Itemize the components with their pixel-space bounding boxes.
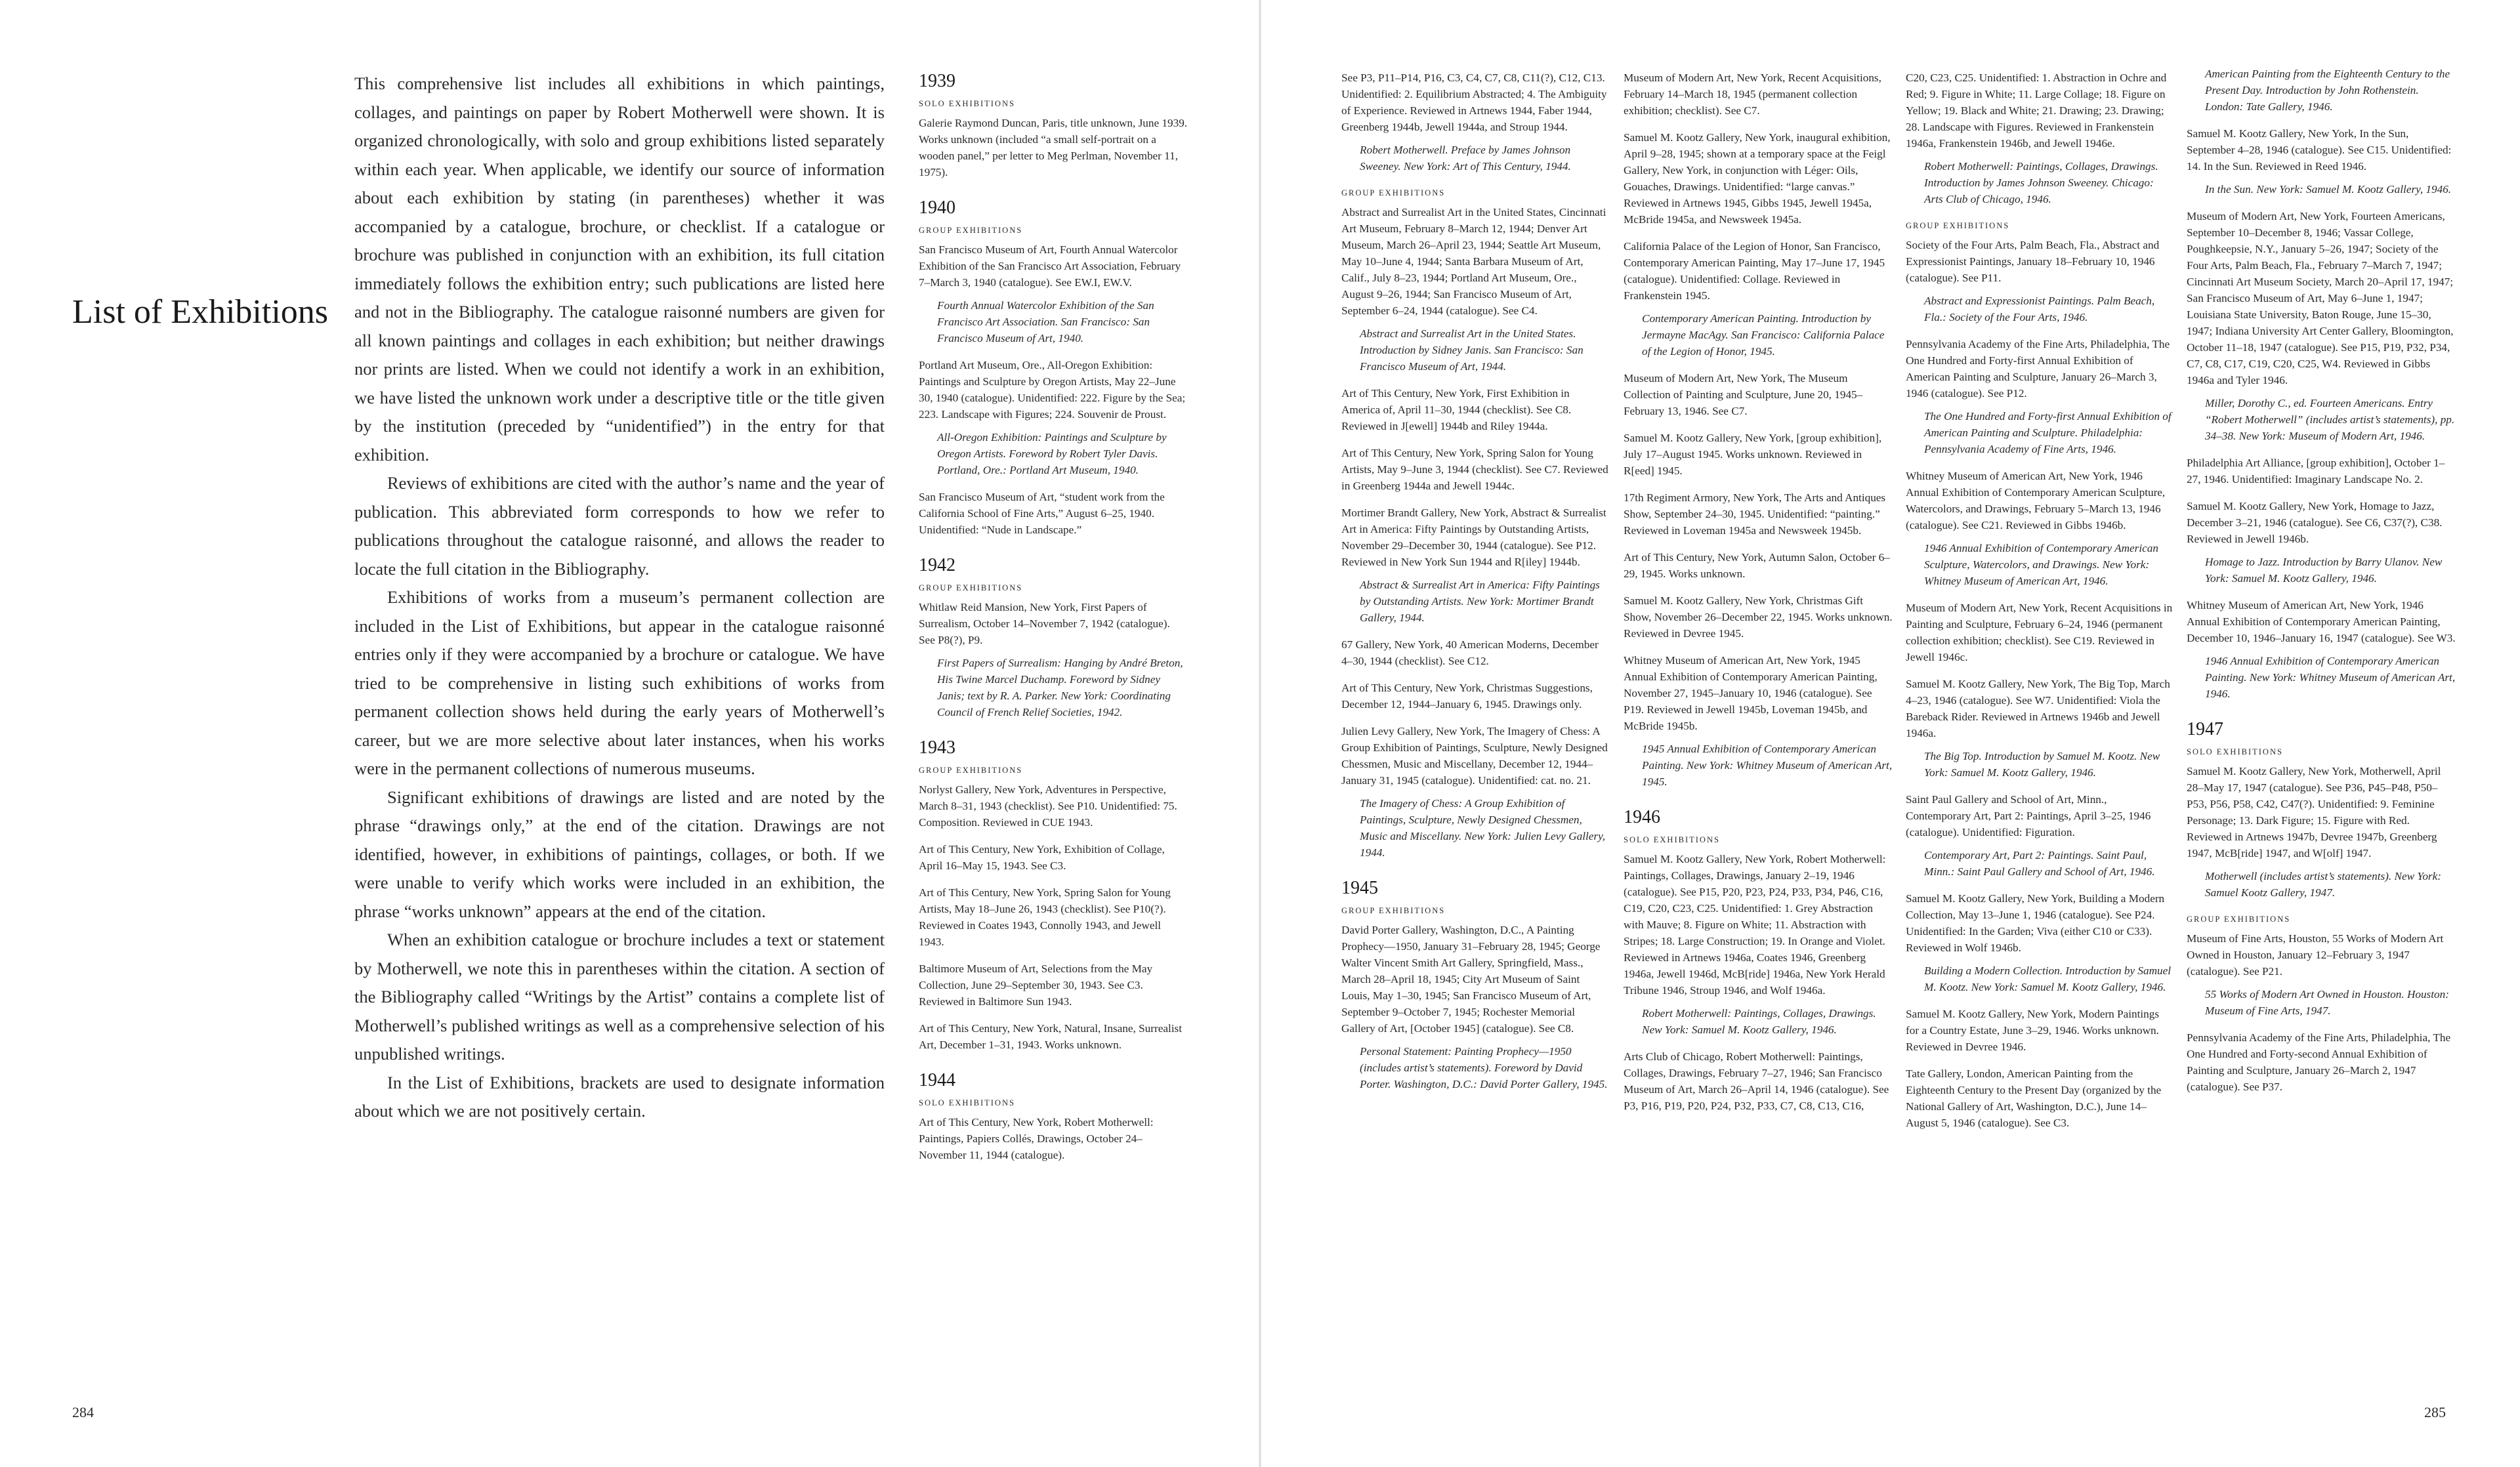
exhibition-entry: Pennsylvania Academy of the Fine Arts, Philadelphia, The One Hundred and Forty-first Annual Exhibition of American Painting and Sculpture, January 26–March 3, 1946 (catalogue). See P12.	[1906, 338, 2170, 400]
exhibition-entry: Whitney Museum of American Art, New York, 1946 Annual Exhibition of Contemporary American Painting, December 10, 1946–January 16, 1947 (catalogue). See W3.	[2187, 599, 2456, 644]
exhibition-column-5	[2187, 70, 2456, 1105]
year-heading: 1944	[919, 1070, 956, 1090]
intro-text	[354, 70, 885, 1126]
exhibition-entry: Julien Levy Gallery, New York, The Imagery of Chess: A Group Exhibition of Paintings, Sculpture, Newly Designed Chessmen, Music and Miscellany, December 12, 1944–January 31, 1945 (catalogue). Unidentified: cat. no. 21.	[1341, 725, 1608, 787]
publication-citation: Miller, Dorothy C., ed. Fourteen Americans. Entry “Robert Motherwell” (includes artist’s statements), pp. 34–38. New York: Museum of Modern Art, 1946.	[2205, 397, 2455, 442]
intro-paragraph: This comprehensive list includes all exhibitions in which paintings, collages, and paintings on paper by Robert Motherwell were shown. It is organized chronologically, with solo and group exhibitions listed separately within each year. When applicable, we identify our source of information about each exhibition by stating (in parentheses) whether it was accompanied by a catalogue, brochure, or checklist. If a catalogue or brochure was published in conjunction with an exhibition, its full citation immediately follows the exhibition entry; such publications are listed here and not in the Bibliography. The catalogue raisonné numbers are given for all known paintings and collages in each exhibition; but neither drawings nor prints are listed. When we could not identify a work in an exhibition, we have listed the unknown work under a descriptive title or the title given by the institution (preceded by “unidentified”) in the entry for that exhibition.	[354, 73, 885, 465]
page-number-right: 285	[2424, 1404, 2446, 1420]
exhibition-entry: Abstract and Surrealist Art in the United States, Cincinnati Art Museum, February 8–March 12, 1944; Denver Art Museum, March 26–April 23, 1944; Seattle Art Museum, May 10–June 4, 1944; Santa Barbara Museum of Art, Calif., July 8–23, 1944; Portland Art Museum, Ore., August 9–26, 1944; San Francisco Museum of Art, September 6–24, 1944 (catalogue). See C4.	[1341, 206, 1606, 317]
exhibition-column-2	[1341, 70, 1610, 1103]
publication-citation: Contemporary Art, Part 2: Paintings. Saint Paul, Minn.: Saint Paul Gallery and School of Art, 1946.	[1924, 849, 2155, 878]
publication-citation: Abstract & Surrealist Art in America: Fifty Paintings by Outstanding Artists. New York: Mortimer Brandt Gallery, 1944.	[1360, 579, 1600, 624]
exhibition-entry: Whitney Museum of American Art, New York, 1946 Annual Exhibition of Contemporary American Sculpture, Watercolors, and Drawings, February 5–March 13, 1946 (catalogue). See C21. Reviewed in Gibbs 1946b.	[1906, 470, 2166, 531]
publication-citation: First Papers of Surrealism: Hanging by André Breton, His Twine Marcel Duchamp. Foreword by Sidney Janis; text by R. A. Parker. New York: Coordinating Council of French Relief Societies, 1942.	[937, 657, 1183, 718]
exhibition-entry: Mortimer Brandt Gallery, New York, Abstract & Surrealist Art in America: Fifty Paintings by Outstanding Artists, November 29–December 30, 1944 (catalogue). See P12. Reviewed in New York Sun 1944 and R[iley] 1944b.	[1341, 506, 1606, 568]
exhibition-entry: California Palace of the Legion of Honor, San Francisco, Contemporary American Painting, May 17–June 17, 1945 (catalogue). Unidentified: Collage. Reviewed in Frankenstein 1945.	[1624, 240, 1885, 302]
exhibition-entry: Philadelphia Art Alliance, [group exhibition], October 1–27, 1946. Unidentified: Imaginary Landscape No. 2.	[2187, 457, 2445, 486]
publication-citation: In the Sun. New York: Samuel M. Kootz Gallery, 1946.	[2205, 183, 2452, 196]
publication-citation: Motherwell (includes artist’s statements). New York: Samuel Kootz Gallery, 1947.	[2205, 870, 2441, 899]
publication-citation: 55 Works of Modern Art Owned in Houston. Houston: Museum of Fine Arts, 1947.	[2205, 988, 2449, 1017]
intro-paragraph: In the List of Exhibitions, brackets are used to designate information about which we are not positively certain.	[354, 1072, 885, 1121]
year-heading: 1942	[919, 555, 956, 575]
publication-citation: Contemporary American Painting. Introduction by Jermayne MacAgy. San Francisco: California Palace of the Legion of Honor, 1945.	[1642, 312, 1885, 358]
intro-paragraph: Exhibitions of works from a museum’s permanent collection are included in the List of Exhibitions, but appear in the catalogue raisonné entries only if they were accompanied by a brochure or catalogue. We have tried to be comprehensive in listing such exhibitions of works from permanent collection shows held during the early years of Motherwell’s career, but we are more selective about later instances, when his works were in the permanent collections of numerous museums.	[354, 587, 885, 778]
publication-citation: Building a Modern Collection. Introduction by Samuel M. Kootz. New York: Samuel M. Kootz Gallery, 1946.	[1924, 964, 2172, 993]
exhibition-entry: Art of This Century, New York, Exhibition of Collage, April 16–May 15, 1943. See C3.	[919, 843, 1165, 872]
exhibition-entry: Art of This Century, New York, Natural, Insane, Surrealist Art, December 1–31, 1943. Works unknown.	[919, 1022, 1182, 1051]
exhibition-entry: Tate Gallery, London, American Painting from the Eighteenth Century to the Present Day (organized by the National Gallery of Art, Washington, D.C.), June 14–August 5, 1946 (catalogue). See C3.	[1906, 1067, 2162, 1129]
exhibition-entry: Samuel M. Kootz Gallery, New York, Christmas Gift Show, November 26–December 22, 1945. Works unknown. Reviewed in Devree 1945.	[1624, 594, 1893, 640]
category-heading: GROUP EXHIBITIONS	[1341, 906, 1446, 915]
intro-paragraph: When an exhibition catalogue or brochure includes a text or statement by Motherwell, we note this in parentheses within the citation. A section of the Bibliography called “Writings by the Artist” contains a complete list of Motherwell’s published writings as well as a comprehensive selection of his unpublished writings.	[354, 930, 885, 1064]
page-gutter	[1259, 0, 1261, 1467]
category-heading: SOLO EXHIBITIONS	[919, 99, 1015, 108]
publication-citation: The Imagery of Chess: A Group Exhibition of Paintings, Sculpture, Newly Designed Chessmen, Music and Miscellany. New York: Julien Levy Gallery, 1944.	[1360, 797, 1606, 859]
exhibition-entry: Samuel M. Kootz Gallery, New York, In the Sun, September 4–28, 1946 (catalogue). See C15. Unidentified: 14. In the Sun. Reviewed in Reed 1946.	[2187, 127, 2452, 173]
exhibition-entry: Art of This Century, New York, Autumn Salon, October 6–29, 1945. Works unknown.	[1624, 551, 1890, 580]
publication-citation: 1946 Annual Exhibition of Contemporary American Painting. New York: Whitney Museum of American Art, 1946.	[2205, 655, 2456, 700]
year-heading: 1943	[919, 737, 956, 758]
category-heading: GROUP EXHIBITIONS	[919, 226, 1023, 235]
exhibition-entry: See P3, P11–P14, P16, C3, C4, C7, C8, C11(?), C12, C13. Unidentified: 2. Equilibrium Abstracted; 4. The Ambiguity of Experience. Reviewed in Artnews 1944, Faber 1944, Greenberg 1944b, Jewell 1944a, and Stroup 1944.	[1341, 72, 1607, 133]
exhibition-entry: Samuel M. Kootz Gallery, New York, Robert Motherwell: Paintings, Collages, Drawings, January 2–19, 1946 (catalogue). See P15, P20, P23, P24, P33, P34, P46, C16, C19, C20, C23, C25. Unidentified: 1. Grey Abstraction with Mauve; 8. Figure on White; 11. Abstraction with Stripes; 18. Large Construction; 19. In Orange and Violet. Reviewed in Artnews 1946a, Coates 1946, Greenberg 1946a, Jewell 1946d, McB[ride] 1946a, New York Herald Tribune 1946, Stroup 1946, and Wolf 1946a.	[1624, 853, 1886, 997]
exhibition-entry: Samuel M. Kootz Gallery, New York, Motherwell, April 28–May 17, 1947 (catalogue). See P36, P45–P48, P50–P53, P56, P58, C42, C47(?). Unidentified: 9. Feminine Personage; 13. Dark Figure; 15. Figure with Red. Reviewed in Artnews 1947b, Devree 1947b, Greenberg 1947, McB[ride] 1947, and W[olf] 1947.	[2187, 765, 2441, 859]
category-heading: GROUP EXHIBITIONS	[919, 766, 1023, 775]
category-heading: GROUP EXHIBITIONS	[1906, 221, 2010, 230]
exhibition-entry: Pennsylvania Academy of the Fine Arts, Philadelphia, The One Hundred and Forty-second Annual Exhibition of Painting and Sculpture, January 26–March 2, 1947 (catalogue). See P37.	[2187, 1031, 2451, 1093]
year-heading: 1940	[919, 197, 956, 218]
exhibition-entry: San Francisco Museum of Art, Fourth Annual Watercolor Exhibition of the San Francisco Art Association, February 7–March 3, 1940 (catalogue). See EW.I, EW.V.	[919, 243, 1181, 289]
exhibition-entry: Baltimore Museum of Art, Selections from the May Collection, June 29–September 30, 1943. See C3. Reviewed in Baltimore Sun 1943.	[919, 962, 1153, 1008]
exhibition-entry: Art of This Century, New York, Spring Salon for Young Artists, May 18–June 26, 1943 (checklist). See P10(?). Reviewed in Coates 1943, Connolly 1943, and Jewell 1943.	[919, 886, 1171, 948]
publication-citation: Robert Motherwell. Preface by James Johnson Sweeney. New York: Art of This Century, 1944.	[1360, 144, 1571, 173]
publication-citation: Robert Motherwell: Paintings, Collages, Drawings. New York: Samuel M. Kootz Gallery, 1946.	[1642, 1007, 1876, 1036]
exhibition-entry: Samuel M. Kootz Gallery, New York, Modern Paintings for a Country Estate, June 3–29, 1946. Works unknown. Reviewed in Devree 1946.	[1906, 1008, 2160, 1053]
exhibition-entry: Whitney Museum of American Art, New York, 1945 Annual Exhibition of Contemporary American Painting, November 27, 1945–January 10, 1946 (catalogue). See P19. Reviewed in Jewell 1945b, Loveman 1945b, and McBride 1945b.	[1624, 654, 1878, 732]
publication-citation: Personal Statement: Painting Prophecy—1950 (includes artist’s statements). Foreword by David Porter. Washington, D.C.: David Porter Gallery, 1945.	[1360, 1045, 1608, 1090]
publication-citation: Robert Motherwell: Paintings, Collages, Drawings. Introduction by James Johnson Sweeney. Chicago: Arts Club of Chicago, 1946.	[1924, 160, 2158, 205]
exhibition-entry: Art of This Century, New York, First Exhibition in America of, April 11–30, 1944 (checklist). See C8. Reviewed in J[ewell] 1944b and Riley 1944a.	[1341, 387, 1572, 432]
page-title: List of Exhibitions	[72, 293, 328, 331]
intro-paragraph: Reviews of exhibitions are cited with the author’s name and the year of publication. This abbreviated form corresponds to how we refer to publications throughout the catalogue raisonné, and allows the reader to locate the full citation in the Bibliography.	[354, 473, 885, 579]
year-heading: 1939	[919, 71, 956, 91]
publication-citation: Abstract and Surrealist Art in the United States. Introduction by Sidney Janis. San Francisco: San Francisco Museum of Art, 1944.	[1360, 327, 1584, 373]
publication-citation: American Painting from the Eighteenth Century to the Present Day. Introduction by John Rothenstein. London: Tate Gallery, 1946.	[2205, 68, 2450, 113]
publication-citation: The One Hundred and Forty-first Annual Exhibition of American Painting and Sculpture. Philadelphia: Pennsylvania Academy of Fine Arts, 1946.	[1924, 410, 2172, 455]
category-heading: SOLO EXHIBITIONS	[919, 1098, 1015, 1107]
exhibition-entry: Art of This Century, New York, Robert Motherwell: Paintings, Papiers Collés, Drawings, October 24–November 11, 1944 (catalogue).	[919, 1116, 1154, 1161]
exhibition-entry: San Francisco Museum of Art, “student work from the California School of Fine Arts,” August 6–25, 1940. Unidentified: “Nude in Landscape.”	[919, 491, 1165, 536]
exhibition-entry: 67 Gallery, New York, 40 American Moderns, December 4–30, 1944 (checklist). See C12.	[1341, 638, 1599, 667]
exhibition-entry: 17th Regiment Armory, New York, The Arts and Antiques Show, September 24–30, 1945. Unidentified: “painting.” Reviewed in Loveman 1945a and Newsweek 1945b.	[1624, 491, 1886, 537]
publication-citation: 1946 Annual Exhibition of Contemporary American Sculpture, Watercolors, and Drawings. New York: Whitney Museum of American Art, 1946.	[1924, 542, 2158, 587]
category-heading: SOLO EXHIBITIONS	[1624, 835, 1720, 844]
exhibition-entry: Norlyst Gallery, New York, Adventures in Perspective, March 8–31, 1943 (checklist). See P10. Unidentified: 75. Composition. Reviewed in CUE 1943.	[919, 783, 1177, 829]
category-heading: GROUP EXHIBITIONS	[919, 583, 1023, 592]
year-heading: 1947	[2187, 719, 2223, 739]
exhibition-entry: Samuel M. Kootz Gallery, New York, Building a Modern Collection, May 13–June 1, 1946 (catalogue). See P24. Unidentified: In the Garden; Viva (either C10 or C33). Reviewed in Wolf 1946b.	[1906, 892, 2165, 954]
exhibition-entry: Samuel M. Kootz Gallery, New York, inaugural exhibition, April 9–28, 1945; shown at a temporary space at the Feigl Gallery, New York, in conjunction with Léger: Oils, Gouaches, Drawings. Unidentified: “large canvas.” Reviewed in Artnews 1945, Gibbs 1945, Jewell 1945a, McBride 1945a, and Newsweek 1945a.	[1624, 131, 1891, 226]
exhibition-entry: Art of This Century, New York, Spring Salon for Young Artists, May 9–June 3, 1944 (checklist). See C7. Reviewed in Greenberg 1944a and Jewell 1944c.	[1341, 447, 1608, 492]
exhibition-column-3	[1624, 70, 1893, 1125]
exhibition-entry: Museum of Modern Art, New York, The Museum Collection of Painting and Sculpture, June 20, 1945–February 13, 1946. See C7.	[1624, 372, 1863, 417]
exhibition-entry: Whitlaw Reid Mansion, New York, First Papers of Surrealism, October 14–November 7, 1942 (catalogue). See P8(?), P9.	[919, 601, 1170, 646]
category-heading: SOLO EXHIBITIONS	[2187, 747, 2283, 756]
exhibition-entry: Arts Club of Chicago, Robert Motherwell: Paintings, Collages, Drawings, February 7–27, 1946; San Francisco Museum of Art, March 26–April 14, 1946 (catalogue). See P3, P16, P19, P20, P24, P32, P33, C7, C8, C13, C16,	[1624, 1050, 1889, 1112]
publication-citation: All-Oregon Exhibition: Paintings and Sculpture by Oregon Artists. Foreword by Robert Tyler Davis. Portland, Ore.: Portland Art Museum, 1940.	[937, 431, 1167, 476]
page-number-left: 284	[72, 1404, 94, 1420]
exhibition-column-1	[919, 70, 1188, 1174]
exhibition-entry: Saint Paul Gallery and School of Art, Minn., Contemporary Art, Part 2: Paintings, April 3–25, 1946 (catalogue). Unidentified: Figuration.	[1906, 793, 2151, 838]
intro-paragraph: Significant exhibitions of drawings are listed and are noted by the phrase “drawings only,” at the end of the citation. Drawings are not identified, however, in exhibitions of paintings, collages, or both. If we were unable to verify which works were included in an exhibition, the phrase “works unknown” appears at the end of the citation.	[354, 787, 885, 921]
exhibition-entry: Portland Art Museum, Ore., All-Oregon Exhibition: Paintings and Sculpture by Oregon Artists, May 22–June 30, 1940 (catalogue). Unidentified: 222. Figure by the Sea; 223. Landscape with Figures; 224. Souvenir de Proust.	[919, 359, 1186, 421]
exhibition-entry: David Porter Gallery, Washington, D.C., A Painting Prophecy—1950, January 31–February 28, 1945; George Walter Vincent Smith Art Gallery, Springfield, Mass., March 28–April 18, 1945; City Art Museum of Saint Louis, May 1–30, 1945; San Francisco Museum of Art, September 9–October 7, 1945; Rochester Memorial Gallery of Art, [October 1945] (catalogue). See C8.	[1341, 924, 1601, 1035]
exhibition-entry: Museum of Fine Arts, Houston, 55 Works of Modern Art Owned in Houston, January 12–February 3, 1947 (catalogue). See P21.	[2187, 932, 2444, 978]
exhibition-entry: C20, C23, C25. Unidentified: 1. Abstraction in Ochre and Red; 9. Figure in White; 11. Large Collage; 18. Figure on Yellow; 19. Black and White; 21. Drawing; 23. Drawing; 28. Landscape with Figures. Reviewed in Frankenstein 1946a, Frankenstein 1946b, and Jewell 1946e.	[1906, 72, 2167, 150]
exhibition-entry: Samuel M. Kootz Gallery, New York, Homage to Jazz, December 3–21, 1946 (catalogue). See C6, C37(?), C38. Reviewed in Jewell 1946b.	[2187, 500, 2443, 545]
publication-citation: Homage to Jazz. Introduction by Barry Ulanov. New York: Samuel M. Kootz Gallery, 1946.	[2205, 556, 2443, 585]
exhibition-entry: Samuel M. Kootz Gallery, New York, The Big Top, March 4–23, 1946 (catalogue). See W7. Unidentified: Viola the Bareback Rider. Reviewed in Artnews 1946b and Jewell 1946a.	[1906, 678, 2170, 739]
exhibition-entry: Society of the Four Arts, Palm Beach, Fla., Abstract and Expressionist Paintings, January 18–February 10, 1946 (catalogue). See P11.	[1906, 239, 2160, 284]
exhibition-entry: Museum of Modern Art, New York, Recent Acquisitions, February 14–March 18, 1945 (permanent collection exhibition; checklist). See C7.	[1624, 72, 1881, 117]
publication-citation: Abstract and Expressionist Paintings. Palm Beach, Fla.: Society of the Four Arts, 1946.	[1924, 295, 2155, 323]
exhibition-entry: Museum of Modern Art, New York, Recent Acquisitions in Painting and Sculpture, February 6–24, 1946 (permanent collection exhibition; checklist). See C19. Reviewed in Jewell 1946c.	[1906, 602, 2173, 663]
exhibition-entry: Art of This Century, New York, Christmas Suggestions, December 12, 1944–January 6, 1945. Drawings only.	[1341, 682, 1593, 711]
exhibition-entry: Samuel M. Kootz Gallery, New York, [group exhibition], July 17–August 1945. Works unknown. Reviewed in R[eed] 1945.	[1624, 432, 1882, 477]
category-heading: GROUP EXHIBITIONS	[2187, 915, 2291, 924]
year-heading: 1946	[1624, 807, 1660, 827]
category-heading: GROUP EXHIBITIONS	[1341, 188, 1446, 197]
publication-citation: 1945 Annual Exhibition of Contemporary American Painting. New York: Whitney Museum of American Art, 1945.	[1642, 743, 1893, 788]
exhibition-entry: Galerie Raymond Duncan, Paris, title unknown, June 1939. Works unknown (included “a small self-portrait on a wooden panel,” per letter to Meg Perlman, November 11, 1975).	[919, 117, 1188, 178]
exhibition-column-4	[1906, 70, 2175, 1142]
exhibition-entry: Museum of Modern Art, New York, Fourteen Americans, September 10–December 8, 1946; Vassar College, Poughkeepsie, N.Y., January 5–26, 1947; Society of the Four Arts, Palm Beach, Fla., February 7–March 7, 1947; Cincinnati Art Museum Society, March 20–April 17, 1947; San Francisco Museum of Art, May 6–June 1, 1947; Louisiana State University, Baton Rouge, June 15–30, 1947; Indiana University Art Center Gallery, Bloomington, October 11–18, 1947 (catalogue). See P15, P19, P32, P34, C7, C8, C17, C19, C20, C25, W4. Reviewed in Gibbs 1946a and Tyler 1946.	[2187, 210, 2454, 386]
publication-citation: The Big Top. Introduction by Samuel M. Kootz. New York: Samuel M. Kootz Gallery, 1946.	[1924, 750, 2160, 779]
publication-citation: Fourth Annual Watercolor Exhibition of the San Francisco Art Association. San Francisco: San Francisco Museum of Art, 1940.	[937, 299, 1154, 344]
year-heading: 1945	[1341, 878, 1378, 898]
